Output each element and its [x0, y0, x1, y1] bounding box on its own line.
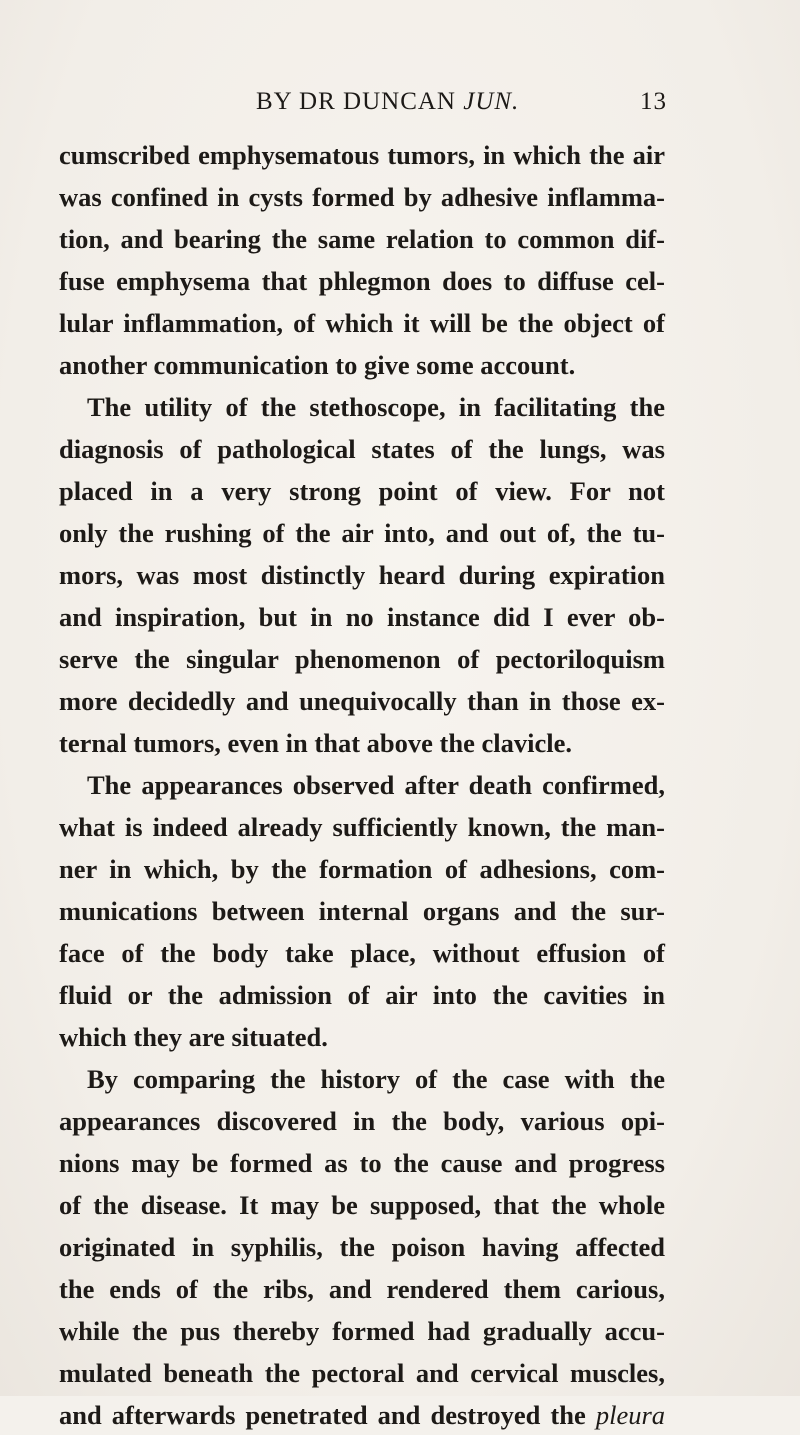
- text-line: [59, 1395, 665, 1435]
- text-line: tion, and bearing the same relation to common dif-: [59, 224, 665, 254]
- italic-word: pleura: [595, 1400, 666, 1430]
- text-line: mulated beneath the pectoral and cervical muscles,: [59, 1358, 665, 1388]
- text-line: face of the body take place, without effusion of: [59, 938, 665, 968]
- text-line: only the rushing of the air into, and out of, the tu-: [59, 518, 665, 548]
- text-line: which they are situated.: [59, 1022, 328, 1052]
- text-line-content: and afterwards penetrated and destroyed the: [59, 1400, 586, 1430]
- text-line: and inspiration, but in no instance did I ever ob-: [59, 602, 665, 632]
- text-line: the ends of the ribs, and rendered them carious,: [59, 1274, 665, 1304]
- paragraph-start-line: The utility of the stethoscope, in facilitating the: [87, 392, 665, 422]
- text-line: appearances discovered in the body, various opi-: [59, 1106, 665, 1136]
- text-line: mors, was most distinctly heard during expiration: [59, 560, 665, 590]
- text-line: fluid or the admission of air into the cavities in: [59, 980, 665, 1010]
- paragraph-start-line: The appearances observed after death confirmed,: [87, 770, 665, 800]
- running-title: BY DR DUNCAN JUN.: [256, 88, 520, 115]
- text-line: diagnosis of pathological states of the lungs, was: [59, 434, 665, 464]
- text-line: cumscribed emphysematous tumors, in which the air: [59, 140, 665, 170]
- text-line: serve the singular phenomenon of pectoriloquism: [59, 644, 665, 674]
- text-line: munications between internal organs and the sur-: [59, 896, 665, 926]
- running-head: [0, 88, 800, 124]
- text-line: placed in a very strong point of view. For not: [59, 476, 665, 506]
- text-line: ternal tumors, even in that above the clavicle.: [59, 728, 572, 758]
- running-title-italic: JUN.: [463, 88, 520, 115]
- text-line: more decidedly and unequivocally than in those ex-: [59, 686, 665, 716]
- text-line: of the disease. It may be supposed, that the whole: [59, 1190, 665, 1220]
- text-line: lular inflammation, of which it will be the object of: [59, 308, 665, 338]
- text-line: what is indeed already sufficiently known, the man-: [59, 812, 665, 842]
- text-line: was confined in cysts formed by adhesive inflamma-: [59, 182, 665, 212]
- text-line: while the pus thereby formed had gradually accu-: [59, 1316, 665, 1346]
- text-line: ner in which, by the formation of adhesions, com-: [59, 854, 665, 884]
- paragraph-start-line: By comparing the history of the case with the: [87, 1064, 665, 1094]
- text-line: originated in syphilis, the poison having affected: [59, 1232, 665, 1262]
- text-line: another communication to give some account.: [59, 350, 576, 380]
- text-line: fuse emphysema that phlegmon does to diffuse cel-: [59, 266, 665, 296]
- page-number: 13: [640, 88, 667, 115]
- text-line: nions may be formed as to the cause and progress: [59, 1148, 665, 1178]
